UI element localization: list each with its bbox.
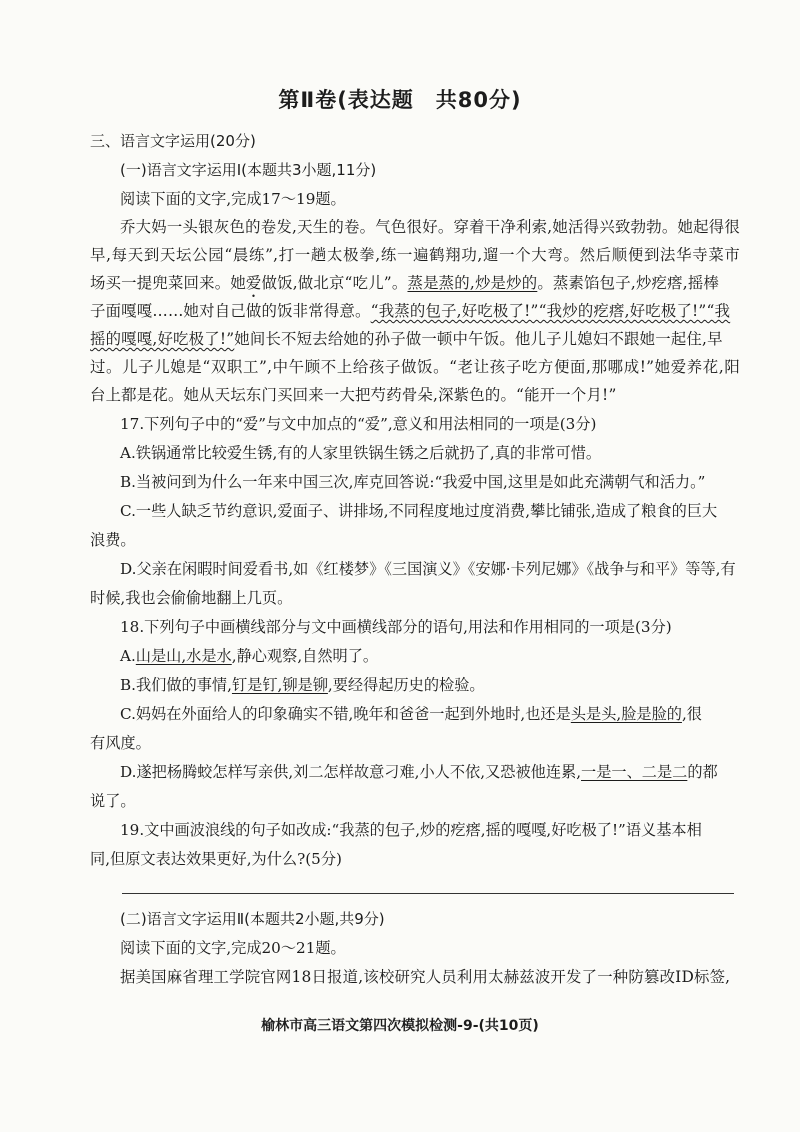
option-c: C.一些人缺乏节约意识,爱面子、讲排场,不同程度地过度消费,攀比铺张,造成了粮食的巨大 <box>120 502 718 520</box>
option-text: B.我们做的事情, <box>120 676 232 694</box>
page-title: 第Ⅱ卷(表达题 共80分) <box>278 88 522 112</box>
passage-line <box>90 329 740 349</box>
option-c-cont: 有风度。 <box>90 734 151 752</box>
option-text: 的都 <box>687 763 718 781</box>
passage-text: 她间长不短去给她的孙子做一顿中午饭。他儿子儿媳妇不跟她一起住,早 <box>234 330 723 348</box>
passage-line: 乔大妈一头银灰色的卷发,天生的卷。气色很好。穿着干净利索,她活得兴致勃勃。她起得很 <box>120 218 740 236</box>
option-text: ,要经得起历史的检验。 <box>327 676 485 694</box>
passage-line: 早,每天到天坛公园“晨练”,打一趟太极拳,练一遍鹤翔功,遛一个大弯。然后顺便到法华寺菜市 <box>90 246 740 264</box>
question-17-stem: 17.下列句子中的“爱”与文中加点的“爱”,意义和用法相同的一项是(3分) <box>120 415 597 433</box>
passage-text: 。蒸素馅包子,炒疙瘩,摇棒 <box>537 274 719 292</box>
underlined-phrase: 一是一、二是二 <box>581 763 688 781</box>
option-text: D.遂把杨腾蛟怎样写亲供,刘二怎样故意刁难,小人不依,又恐被他连累, <box>120 763 582 781</box>
underlined-phrase: 蒸是蒸的,炒是炒的 <box>407 274 538 292</box>
passage-line: 过。儿子儿媳是“双职工”,中午顾不上给孩子做饭。“老让孩子吃方便面,那哪成!”她爱养花,阳 <box>90 358 740 376</box>
passage-line: 台上都是花。她从天坛东门买回来一大把芍药骨朵,深紫色的。“能开一个月!” <box>90 386 617 404</box>
underlined-phrase: 山是山,水是水 <box>135 647 232 665</box>
part2-instruction: 阅读下面的文字,完成20～21题。 <box>120 939 346 957</box>
option-d <box>120 762 740 782</box>
option-text: A. <box>120 647 136 665</box>
section-heading: 三、语言文字运用(20分) <box>90 132 256 150</box>
option-a: A.铁锅通常比较爱生锈,有的人家里铁锅生锈之后就扔了,真的非常可惜。 <box>120 444 602 462</box>
option-d-cont: 时候,我也会偷偷地翻上几页。 <box>90 589 293 607</box>
passage-line: 据美国麻省理工学院官网18日报道,该校研究人员利用太赫兹波开发了一种防篡改ID标签, <box>120 968 731 986</box>
option-c-cont: 浪费。 <box>90 531 136 549</box>
option-c <box>120 704 740 724</box>
page-footer: 榆林市高三语文第四次模拟检测-9-(共10页) <box>261 1018 539 1034</box>
question-18-stem: 18.下列句子中画横线部分与文中画横线部分的语句,用法和作用相同的一项是(3分) <box>120 618 672 636</box>
part1-header: (一)语言文字运用Ⅰ(本题共3小题,11分) <box>120 161 377 179</box>
wavy-underlined-sentence: 摇的嘎嘎,好吃极了!” <box>90 330 235 348</box>
wavy-underlined-sentence: “我蒸的包子,好吃极了!”“我炒的疙瘩,好吃极了!”“我 <box>370 302 731 320</box>
passage-line <box>90 301 740 321</box>
answer-line <box>122 893 734 894</box>
option-a <box>120 646 740 666</box>
part2-header: (二)语言文字运用Ⅱ(本题共2小题,共9分) <box>120 910 385 928</box>
question-19-stem: 19.文中画波浪线的句子如改成:“我蒸的包子,炒的疙瘩,摇的嘎嘎,好吃极了!”语义基本相 <box>120 821 702 839</box>
passage-line <box>90 273 740 301</box>
question-19-cont: 同,但原文表达效果更好,为什么?(5分) <box>90 850 342 868</box>
option-text: ,很 <box>681 705 702 723</box>
option-b <box>120 675 740 695</box>
option-text: C.妈妈在外面给人的印象确实不错,晚年和爸爸一起到外地时,也还是 <box>120 705 571 723</box>
passage-text: 场买一提兜菜回来。她爱做饭,做北京“吃儿”。 <box>90 274 408 292</box>
passage-text: 子面嘎嘎……她对自己做的饭非常得意。 <box>90 302 371 320</box>
underlined-phrase: 钉是钉,铆是铆 <box>231 676 328 694</box>
dotted-character: 爱 <box>245 274 262 292</box>
underlined-phrase: 头是头,脸是脸的 <box>570 705 682 723</box>
option-d-cont: 说了。 <box>90 792 136 810</box>
part1-instruction: 阅读下面的文字,完成17～19题。 <box>120 190 346 208</box>
option-text: ,静心观察,自然明了。 <box>231 647 379 665</box>
option-b: B.当被问到为什么一年来中国三次,库克回答说:“我爱中国,这里是如此充满朝气和活力。” <box>120 473 706 491</box>
option-d: D.父亲在闲暇时间爱看书,如《红楼梦》《三国演义》《安娜·卡列尼娜》《战争与和平》等等,有 <box>120 560 736 578</box>
